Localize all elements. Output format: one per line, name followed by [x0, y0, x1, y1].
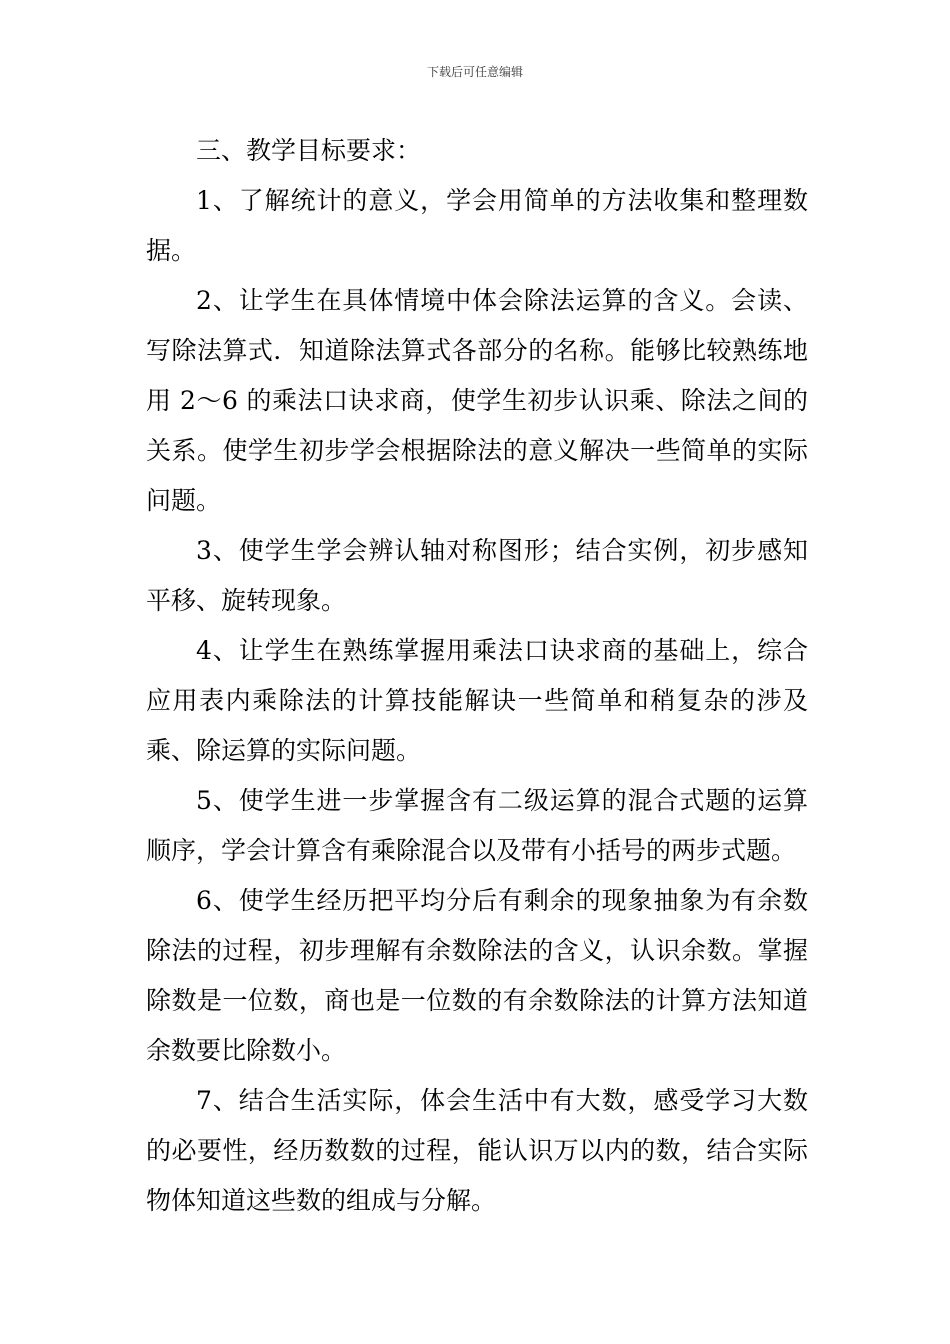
objective-5: 5、使学生进一步掌握含有二级运算的混合式题的运算顺序，学会计算含有乘除混合以及带有小括号的两步式题。: [146, 786, 808, 865]
page-header: 下载后可任意编辑: [426, 65, 523, 79]
objective-1: 1、了解统计的意义，学会用简单的方法收集和整理数据。: [146, 186, 808, 265]
objective-7: 7、结合生活实际，体会生活中有大数，感受学习大数的必要性，经历数数的过程，能认识万以内的数，结合实际物体知道这些数的组成与分解。: [146, 1086, 808, 1215]
objective-2: 2、让学生在具体情境中体会除法运算的含义。会读、写除法算式．知道除法算式各部分的名称。能够比较熟练地用 2～6 的乘法口诀求商，使学生初步认识乘、除法之间的关系。使学生初步学会根据除法的意义解决一些简单的实际问题。: [146, 286, 808, 515]
objective-3: 3、使学生学会辨认轴对称图形；结合实例，初步感知平移、旋转现象。: [146, 536, 808, 615]
document-body: [146, 126, 808, 1226]
objective-6: 6、使学生经历把平均分后有剩余的现象抽象为有余数除法的过程，初步理解有余数除法的含义，认识余数。掌握除数是一位数，商也是一位数的有余数除法的计算方法知道余数要比除数小。: [146, 886, 808, 1065]
section-heading: 三、教学目标要求：: [196, 136, 422, 165]
objective-4: 4、让学生在熟练掌握用乘法口诀求商的基础上，综合应用表内乘除法的计算技能解诀一些简单和稍复杂的涉及乘、除运算的实际问题。: [146, 636, 808, 765]
